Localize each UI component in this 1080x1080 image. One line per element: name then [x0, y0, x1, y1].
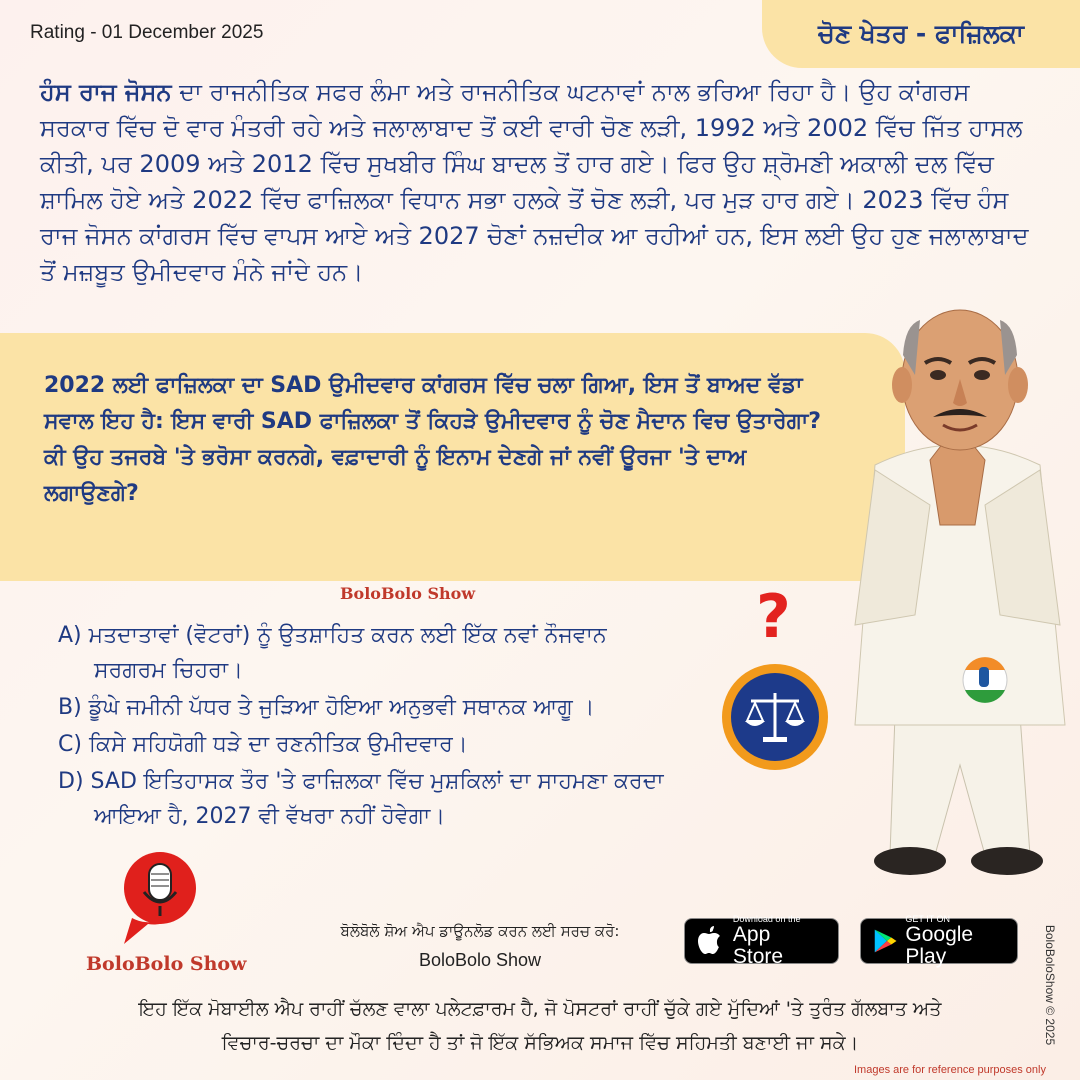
- app-search-term: BoloBolo Show: [418, 950, 542, 970]
- rating-date: Rating - 01 December 2025: [30, 22, 264, 43]
- google-play-small-text: GET IT ON: [905, 914, 951, 924]
- option-d-line2: ਆਇਆ ਹੈ, 2027 ਵੀ ਵੱਖਰਾ ਨਹੀਂ ਹੋਵੇਗਾ।: [94, 804, 446, 829]
- question-text: 2022 ਲਈ ਫਾਜ਼ਿਲਕਾ ਦਾ SAD ਉਮੀਦਵਾਰ ਕਾਂਗਰਸ ਵਿੱਚ ਚਲਾ ਗਿਆ, ਇਸ ਤੋਂ ਬਾਅਦ ਵੱਡਾ ਸਵਾਲ ਇਹ ਹੈ: ਇਸ ਵਾਰੀ SAD ਫਾਜ਼ਿਲਕਾ ਤੋਂ ਕਿਹੜੇ ਉਮੀਦਵਾਰ ਨੂੰ ਚੋਣ ਮੈਦਾਨ ਵਿਚ ਉਤਾਰੇਗਾ? ਕੀ ਉਹ ਤਜਰਬੇ 'ਤੇ ਭਰੋਸਾ ਕਰਨਗੇ, ਵਫ਼ਾਦਾਰੀ ਨੂੰ ਇਨਾਮ ਦੇਣਗੇ ਜਾਂ ਨਵੀਂ ਊਰਜਾ 'ਤੇ ਦਾਅ ਲਗਾਉਣਗੇ?: [44, 373, 822, 506]
- copyright-vertical: [1040, 915, 1060, 1055]
- option-d[interactable]: [58, 764, 778, 834]
- footer-line-2: ਵਿਚਾਰ-ਚਰਚਾ ਦਾ ਮੌਕਾ ਦਿੰਦਾ ਹੈ ਤਾਂ ਜੋ ਇੱਕ ਸੱਭਿਅਕ ਸਮਾਜ ਵਿੱਚ ਸਹਿਮਤੀ ਬਣਾਈ ਜਾ ਸਕੇ।: [221, 1032, 859, 1054]
- copyright-text: BoloBoloShow © 2025: [1043, 924, 1057, 1046]
- option-b-line1: B) ਡੂੰਘੇ ਜਮੀਨੀ ਪੱਧਰ ਤੇ ਜੁੜਿਆ ਹੋਇਆ ਅਨੁਭਵੀ ਸਥਾਨਕ ਆਗੂ ।: [58, 695, 595, 720]
- watermark: BoloBolo Show: [340, 584, 476, 603]
- google-play-big-text: Google Play: [905, 923, 974, 968]
- app-store-small-text: Download on the: [732, 914, 801, 924]
- option-b[interactable]: [58, 690, 778, 725]
- brand-logo-text: BoloBolo Show: [86, 953, 247, 975]
- google-play-button[interactable]: [860, 914, 1018, 968]
- politician-illustration: [835, 295, 1080, 885]
- candidate-name: ਹੰਸ ਰਾਜ ਜੋਸਨ: [40, 78, 172, 106]
- constituency-label: [762, 0, 1080, 68]
- intro-paragraph: [40, 74, 1040, 290]
- option-a-line2: ਸਰਗਰਮ ਚਿਹਰਾ।: [94, 658, 243, 683]
- option-d-line1: D) SAD ਇਤਿਹਾਸਕ ਤੌਰ 'ਤੇ ਫਾਜ਼ਿਲਕਾ ਵਿੱਚ ਮੁਸ਼ਕਿਲਾਂ ਦਾ ਸਾਹਮਣਾ ਕਰਦਾ: [58, 769, 664, 794]
- apple-icon: [697, 926, 725, 956]
- option-c-line1: C) ਕਿਸੇ ਸਹਿਯੋਗੀ ਧੜੇ ਦਾ ਰਣਨੀਤਿਕ ਉਮੀਦਵਾਰ।: [58, 732, 468, 757]
- app-store-button[interactable]: [684, 914, 839, 968]
- footer-line-1: ਇਹ ਇੱਕ ਮੋਬਾਈਲ ਐਪ ਰਾਹੀਂ ਚੱਲਣ ਵਾਲਾ ਪਲੇਟਫ਼ਾਰਮ ਹੈ, ਜੋ ਪੋਸਟਰਾਂ ਰਾਹੀਂ ਚੁੱਕੇ ਗਏ ਮੁੱਦਿਆਂ 'ਤੇ ਤੁਰੰਤ ਗੱਲਬਾਤ ਅਤੇ: [138, 998, 942, 1020]
- question-mark-icon: ?: [756, 582, 791, 652]
- options-list: [58, 618, 778, 836]
- option-a[interactable]: [58, 618, 778, 688]
- footer-text: [60, 992, 1020, 1060]
- google-play-icon: [873, 926, 897, 956]
- app-store-big-text: App Store: [732, 923, 784, 968]
- option-c[interactable]: [58, 727, 778, 762]
- constituency-text: ਚੋਣ ਖੇਤਰ - ਫਾਜ਼ਿਲਕਾ: [818, 19, 1024, 48]
- intro-text: ਦਾ ਰਾਜਨੀਤਿਕ ਸਫਰ ਲੰਮਾ ਅਤੇ ਰਾਜਨੀਤਿਕ ਘਟਨਾਵਾਂ ਨਾਲ ਭਰਿਆ ਰਿਹਾ ਹੈ। ਉਹ ਕਾਂਗਰਸ ਸਰਕਾਰ ਵਿੱਚ ਦੋ ਵਾਰ ਮੰਤਰੀ ਰਹੇ ਅਤੇ ਜਲਾਲਾਬਾਦ ਤੋਂ ਕਈ ਵਾਰੀ ਚੋਣ ਲੜੀ, 1992 ਅਤੇ 2002 ਵਿੱਚ ਜਿੱਤ ਹਾਸਲ ਕੀਤੀ, ਪਰ 2009 ਅਤੇ 2012 ਵਿੱਚ ਸੁਖਬੀਰ ਸਿੰਘ ਬਾਦਲ ਤੋਂ ਹਾਰ ਗਏ। ਫਿਰ ਉਹ ਸ਼੍ਰੋਮਣੀ ਅਕਾਲੀ ਦਲ ਵਿੱਚ ਸ਼ਾਮਿਲ ਹੋਏ ਅਤੇ 2022 ਵਿੱਚ ਫਾਜ਼ਿਲਕਾ ਵਿਧਾਨ ਸਭਾ ਹਲਕੇ ਤੋਂ ਚੋਣ ਲੜੀ, ਪਰ ਮੁੜ ਹਾਰ ਗਏ। 2023 ਵਿੱਚ ਹੰਸ ਰਾਜ ਜੋਸਨ ਕਾਂਗਰਸ ਵਿੱਚ ਵਾਪਸ ਆਏ ਅਤੇ 2027 ਚੋਣਾਂ ਨਜ਼ਦੀਕ ਆ ਰਹੀਆਂ ਹਨ, ਇਸ ਲਈ ਉਹ ਹੁਣ ਜਲਾਲਾਬਾਦ ਤੋਂ ਮਜ਼ਬੂਤ ਉਮੀਦਵਾਰ ਮੰਨੇ ਜਾਂਦੇ ਹਨ।: [40, 78, 1029, 286]
- microphone-icon: [120, 848, 200, 948]
- option-a-line1: A) ਮਤਦਾਤਾਵਾਂ (ਵੋਟਰਾਂ) ਨੂੰ ਉਤਸ਼ਾਹਿਤ ਕਰਨ ਲਈ ਇੱਕ ਨਵਾਂ ਨੌਜਵਾਨ: [58, 623, 607, 648]
- app-search-label: ਬੋਲੋਬੋਲੋ ਸ਼ੋਅ ਐਪ ਡਾਊਨਲੋਡ ਕਰਨ ਲਈ ਸਰਚ ਕਰੋ:: [340, 922, 620, 940]
- image-disclaimer: Images are for reference purposes only: [854, 1064, 1046, 1076]
- balance-scale-icon: [722, 664, 828, 770]
